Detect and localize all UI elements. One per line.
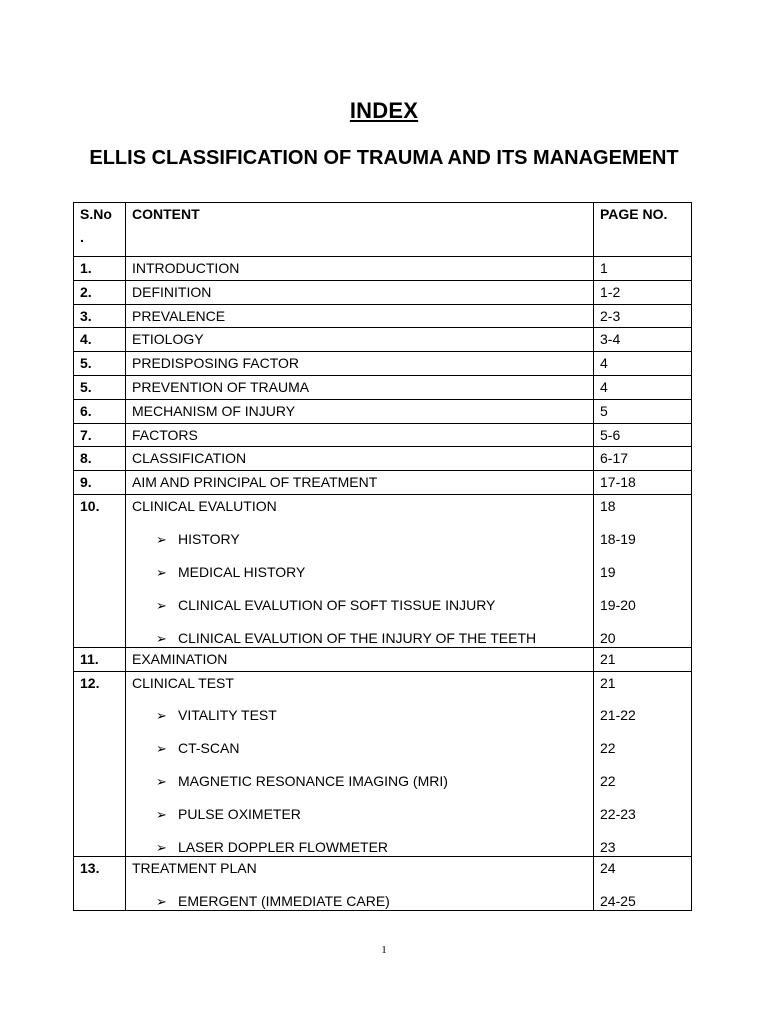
table-row xyxy=(74,447,692,471)
arrow-bullet-icon: ➢ xyxy=(156,774,167,790)
table-row xyxy=(74,647,692,671)
row-sno: 1. xyxy=(74,257,126,281)
row-page-label: 21 xyxy=(600,650,616,667)
row-page-label: 17-18 xyxy=(600,474,636,491)
row-page xyxy=(594,423,692,447)
sub-item-label: PULSE OXIMETER xyxy=(178,806,301,823)
row-page-label: 4 xyxy=(600,355,608,372)
row-page-label: 4 xyxy=(600,378,608,395)
document-title: ELLIS CLASSIFICATION OF TRAUMA AND ITS MANAGEMENT xyxy=(89,147,679,169)
row-content xyxy=(126,447,594,471)
sub-item-label: VITALITY TEST xyxy=(178,707,277,724)
row-content xyxy=(126,257,594,281)
sub-item-label: CLINICAL EVALUTION OF THE INJURY OF THE TEETH xyxy=(178,629,537,646)
sub-item xyxy=(132,523,587,556)
sub-item xyxy=(132,765,587,798)
row-content xyxy=(126,857,594,911)
row-content-label: CLINICAL TEST xyxy=(132,674,234,691)
sub-item-label: MEDICAL HISTORY xyxy=(178,563,306,580)
header-sno: S.No . xyxy=(74,203,126,257)
row-content xyxy=(126,494,594,647)
row-sno: 7. xyxy=(74,423,126,447)
row-page xyxy=(594,399,692,423)
row-page xyxy=(594,280,692,304)
table-row xyxy=(74,399,692,423)
row-page-label: 24 xyxy=(600,860,616,877)
row-content-label: AIM AND PRINCIPAL OF TREATMENT xyxy=(132,474,378,491)
row-page xyxy=(594,304,692,328)
row-sno: 4. xyxy=(74,328,126,352)
row-page xyxy=(594,328,692,352)
row-content xyxy=(126,647,594,671)
sub-item-label: LASER DOPPLER FLOWMETER xyxy=(178,839,389,856)
sub-item-page: 22 xyxy=(600,740,616,757)
row-content-label: CLINICAL EVALUTION xyxy=(132,497,277,514)
row-content-label: MECHANISM OF INJURY xyxy=(132,402,296,419)
table-row xyxy=(74,257,692,281)
row-page-label: 6-17 xyxy=(600,450,629,467)
sub-item xyxy=(132,831,587,856)
table-row xyxy=(74,857,692,911)
table-row xyxy=(74,328,692,352)
table-row xyxy=(74,423,692,447)
sub-item-label: CT-SCAN xyxy=(178,740,240,757)
row-sno: 10. xyxy=(74,494,126,647)
table-row xyxy=(74,304,692,328)
header-page: PAGE NO. xyxy=(594,203,692,257)
arrow-bullet-icon: ➢ xyxy=(156,807,167,823)
row-content-label: DEFINITION xyxy=(132,283,212,300)
row-page xyxy=(594,375,692,399)
row-page xyxy=(594,671,692,857)
row-sno: 12. xyxy=(74,671,126,857)
row-page xyxy=(594,352,692,376)
arrow-bullet-icon: ➢ xyxy=(156,840,167,856)
sub-item-page: 21-22 xyxy=(600,707,636,724)
row-content xyxy=(126,671,594,857)
row-content-label: PREDISPOSING FACTOR xyxy=(132,355,299,372)
table-row xyxy=(74,671,692,857)
row-sno: 3. xyxy=(74,304,126,328)
row-sno: 9. xyxy=(74,471,126,495)
sub-item-page: 20 xyxy=(600,629,616,646)
sub-item-page: 22 xyxy=(600,773,616,790)
row-sno: 5. xyxy=(74,375,126,399)
row-page-label: 1 xyxy=(600,260,608,276)
row-page xyxy=(594,857,692,911)
row-page xyxy=(594,447,692,471)
row-page xyxy=(594,494,692,647)
sub-item xyxy=(132,556,587,589)
index-title: INDEX xyxy=(349,98,419,123)
row-sno: 8. xyxy=(74,447,126,471)
sub-item xyxy=(132,885,587,910)
sub-item xyxy=(132,732,587,765)
sub-item-page: 22-23 xyxy=(600,806,636,823)
sub-item xyxy=(132,699,587,732)
row-page xyxy=(594,257,692,281)
arrow-bullet-icon: ➢ xyxy=(156,630,167,646)
row-content xyxy=(126,304,594,328)
row-page-label: 2-3 xyxy=(600,307,621,324)
row-content-label: PREVALENCE xyxy=(132,307,226,324)
row-page-label: 18 xyxy=(600,497,616,514)
row-page-label: 5 xyxy=(600,402,608,419)
row-content xyxy=(126,471,594,495)
row-sno: 6. xyxy=(74,399,126,423)
sub-item-page: 24-25 xyxy=(600,893,636,910)
row-content-label: EXAMINATION xyxy=(132,650,228,667)
index-table xyxy=(73,202,692,911)
row-content-label: ETIOLOGY xyxy=(132,331,204,348)
arrow-bullet-icon: ➢ xyxy=(156,597,167,613)
sub-item-label: EMERGENT (IMMEDIATE CARE) xyxy=(178,893,390,910)
row-content-label: TREATMENT PLAN xyxy=(132,860,257,877)
arrow-bullet-icon: ➢ xyxy=(156,564,167,580)
row-page-label: 3-4 xyxy=(600,331,621,348)
sub-item-label: HISTORY xyxy=(178,530,240,547)
sub-item xyxy=(132,622,587,647)
row-content xyxy=(126,375,594,399)
row-sno: 13. xyxy=(74,857,126,911)
row-sno: 5. xyxy=(74,352,126,376)
row-sno: 2. xyxy=(74,280,126,304)
row-page xyxy=(594,471,692,495)
page-number: 1 xyxy=(381,944,387,956)
table-row xyxy=(74,375,692,399)
row-content xyxy=(126,399,594,423)
sub-item-page: 19 xyxy=(600,563,616,580)
row-page xyxy=(594,647,692,671)
arrow-bullet-icon: ➢ xyxy=(156,894,167,910)
table-row xyxy=(74,471,692,495)
table-row xyxy=(74,494,692,647)
sub-item xyxy=(132,589,587,622)
row-content xyxy=(126,352,594,376)
table-row xyxy=(74,280,692,304)
row-content-label: FACTORS xyxy=(132,426,198,443)
sub-item xyxy=(132,798,587,831)
table-header-row xyxy=(74,203,692,257)
sub-item-page: 19-20 xyxy=(600,596,636,613)
sub-item-page: 18-19 xyxy=(600,530,636,547)
row-content xyxy=(126,423,594,447)
arrow-bullet-icon: ➢ xyxy=(156,708,167,724)
row-page-label: 5-6 xyxy=(600,426,621,443)
sub-item-label: CLINICAL EVALUTION OF SOFT TISSUE INJURY xyxy=(178,596,496,613)
header-content: CONTENT xyxy=(126,203,594,257)
arrow-bullet-icon: ➢ xyxy=(156,531,167,547)
row-page-label: 21 xyxy=(600,674,616,691)
row-content xyxy=(126,280,594,304)
row-content-label: PREVENTION OF TRAUMA xyxy=(132,378,310,395)
row-content-label: INTRODUCTION xyxy=(132,260,240,276)
table-row xyxy=(74,352,692,376)
row-sno: 11. xyxy=(74,647,126,671)
row-content xyxy=(126,328,594,352)
arrow-bullet-icon: ➢ xyxy=(156,741,167,757)
sub-item-page: 23 xyxy=(600,839,616,856)
sub-item-label: MAGNETIC RESONANCE IMAGING (MRI) xyxy=(178,773,448,790)
row-page-label: 1-2 xyxy=(600,283,621,300)
row-content-label: CLASSIFICATION xyxy=(132,450,247,467)
